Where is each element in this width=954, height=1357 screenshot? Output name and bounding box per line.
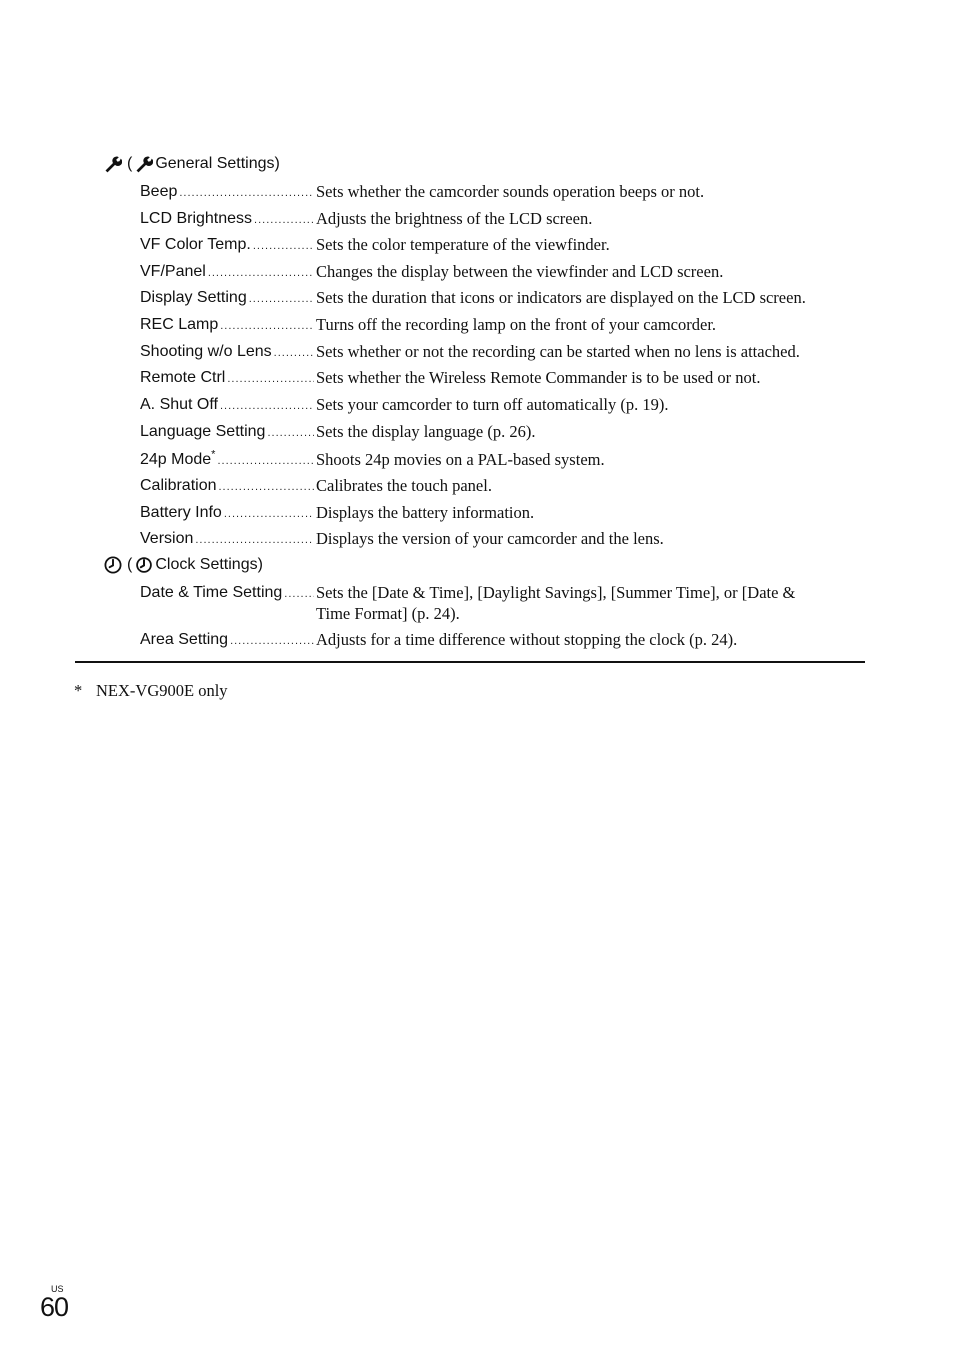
item-description: Sets the display language (p. 26). bbox=[316, 422, 536, 441]
item-description: Sets whether the Wireless Remote Commander is to be used or not. bbox=[316, 368, 761, 387]
item-description: Adjusts for a time difference without stopping the clock (p. 24). bbox=[316, 630, 738, 649]
leader-dots bbox=[179, 183, 314, 204]
leader-dots bbox=[253, 236, 314, 257]
list-item bbox=[140, 261, 870, 284]
section-title: General Settings) bbox=[155, 155, 280, 172]
paren-open: ( bbox=[127, 155, 133, 172]
item-description: Sets your camcorder to turn off automatically (p. 19). bbox=[316, 395, 669, 414]
list-item bbox=[140, 528, 870, 551]
leader-dots bbox=[208, 263, 314, 284]
page-number: 60 bbox=[40, 1292, 69, 1322]
leader-dots bbox=[195, 530, 314, 551]
item-description-line: Sets the [Date & Time], [Daylight Savings], [Summer Time], or [Date & bbox=[316, 583, 796, 602]
item-term-text: 24p Mode bbox=[140, 451, 212, 468]
item-term: VF/Panel bbox=[140, 263, 206, 280]
list-item bbox=[140, 234, 870, 257]
leader-dots bbox=[220, 316, 314, 337]
clock-icon bbox=[135, 556, 153, 574]
item-term: A. Shut Off bbox=[140, 396, 218, 413]
list-item bbox=[140, 394, 870, 417]
list-item bbox=[140, 208, 870, 231]
item-term: VF Color Temp. bbox=[140, 236, 251, 253]
item-term: Battery Info bbox=[140, 504, 222, 521]
item-term bbox=[140, 449, 215, 470]
leader-dots bbox=[217, 451, 314, 472]
section-header-clock-settings bbox=[104, 555, 263, 575]
leader-dots bbox=[254, 210, 314, 231]
item-description: Turns off the recording lamp on the front of your camcorder. bbox=[316, 315, 717, 334]
item-description: Sets the color temperature of the viewfinder. bbox=[316, 235, 610, 254]
leader-dots bbox=[284, 584, 314, 605]
clock-icon bbox=[104, 556, 122, 574]
list-item bbox=[140, 449, 870, 472]
item-description: Sets whether the camcorder sounds operation beeps or not. bbox=[316, 182, 705, 201]
item-description: Sets the duration that icons or indicators are displayed on the LCD screen. bbox=[316, 288, 806, 307]
item-description: Displays the version of your camcorder and the lens. bbox=[316, 529, 664, 548]
leader-dots bbox=[220, 396, 314, 417]
item-description: Sets whether or not the recording can be started when no lens is attached. bbox=[316, 342, 800, 361]
item-description: Changes the display between the viewfinder and LCD screen. bbox=[316, 262, 724, 281]
section-title: Clock Settings) bbox=[155, 556, 263, 573]
wrench-icon bbox=[104, 155, 122, 173]
list-item bbox=[140, 629, 870, 652]
item-term: Calibration bbox=[140, 477, 217, 494]
item-term: Version bbox=[140, 530, 194, 547]
leader-dots bbox=[274, 343, 314, 364]
page-region-label: US bbox=[51, 1284, 64, 1294]
item-description: Adjusts the brightness of the LCD screen. bbox=[316, 209, 593, 228]
list-item bbox=[140, 421, 870, 444]
wrench-icon bbox=[135, 155, 153, 173]
section-divider bbox=[75, 661, 865, 663]
item-term: Date & Time Setting bbox=[140, 584, 283, 601]
item-term: LCD Brightness bbox=[140, 210, 253, 227]
leader-dots bbox=[267, 423, 314, 444]
list-item bbox=[140, 475, 870, 498]
leader-dots bbox=[224, 504, 314, 525]
list-item bbox=[140, 287, 870, 310]
item-term: Beep bbox=[140, 183, 178, 200]
section-header-general-settings bbox=[104, 154, 280, 174]
item-description bbox=[316, 582, 870, 624]
footnote bbox=[74, 681, 228, 701]
list-item bbox=[140, 314, 870, 337]
item-term: Area Setting bbox=[140, 631, 229, 648]
item-term: REC Lamp bbox=[140, 316, 219, 333]
leader-dots bbox=[230, 631, 314, 652]
footnote-marker: * bbox=[74, 681, 83, 700]
list-item bbox=[140, 582, 870, 624]
footnote-text: NEX-VG900E only bbox=[96, 681, 228, 700]
paren-open: ( bbox=[127, 556, 133, 573]
item-description: Displays the battery information. bbox=[316, 503, 535, 522]
list-item bbox=[140, 341, 870, 364]
leader-dots bbox=[249, 289, 314, 310]
item-term: Language Setting bbox=[140, 423, 266, 440]
list-item bbox=[140, 367, 870, 390]
item-description: Shoots 24p movies on a PAL-based system. bbox=[316, 450, 605, 469]
item-term: Display Setting bbox=[140, 289, 247, 306]
list-item bbox=[140, 502, 870, 525]
footnote-marker: * bbox=[211, 449, 216, 461]
leader-dots bbox=[227, 369, 314, 390]
item-term: Remote Ctrl bbox=[140, 369, 226, 386]
leader-dots bbox=[218, 477, 314, 498]
item-term: Shooting w/o Lens bbox=[140, 343, 272, 360]
item-description: Calibrates the touch panel. bbox=[316, 476, 492, 495]
list-item bbox=[140, 181, 870, 204]
item-description-line: Time Format] (p. 24). bbox=[316, 604, 460, 623]
